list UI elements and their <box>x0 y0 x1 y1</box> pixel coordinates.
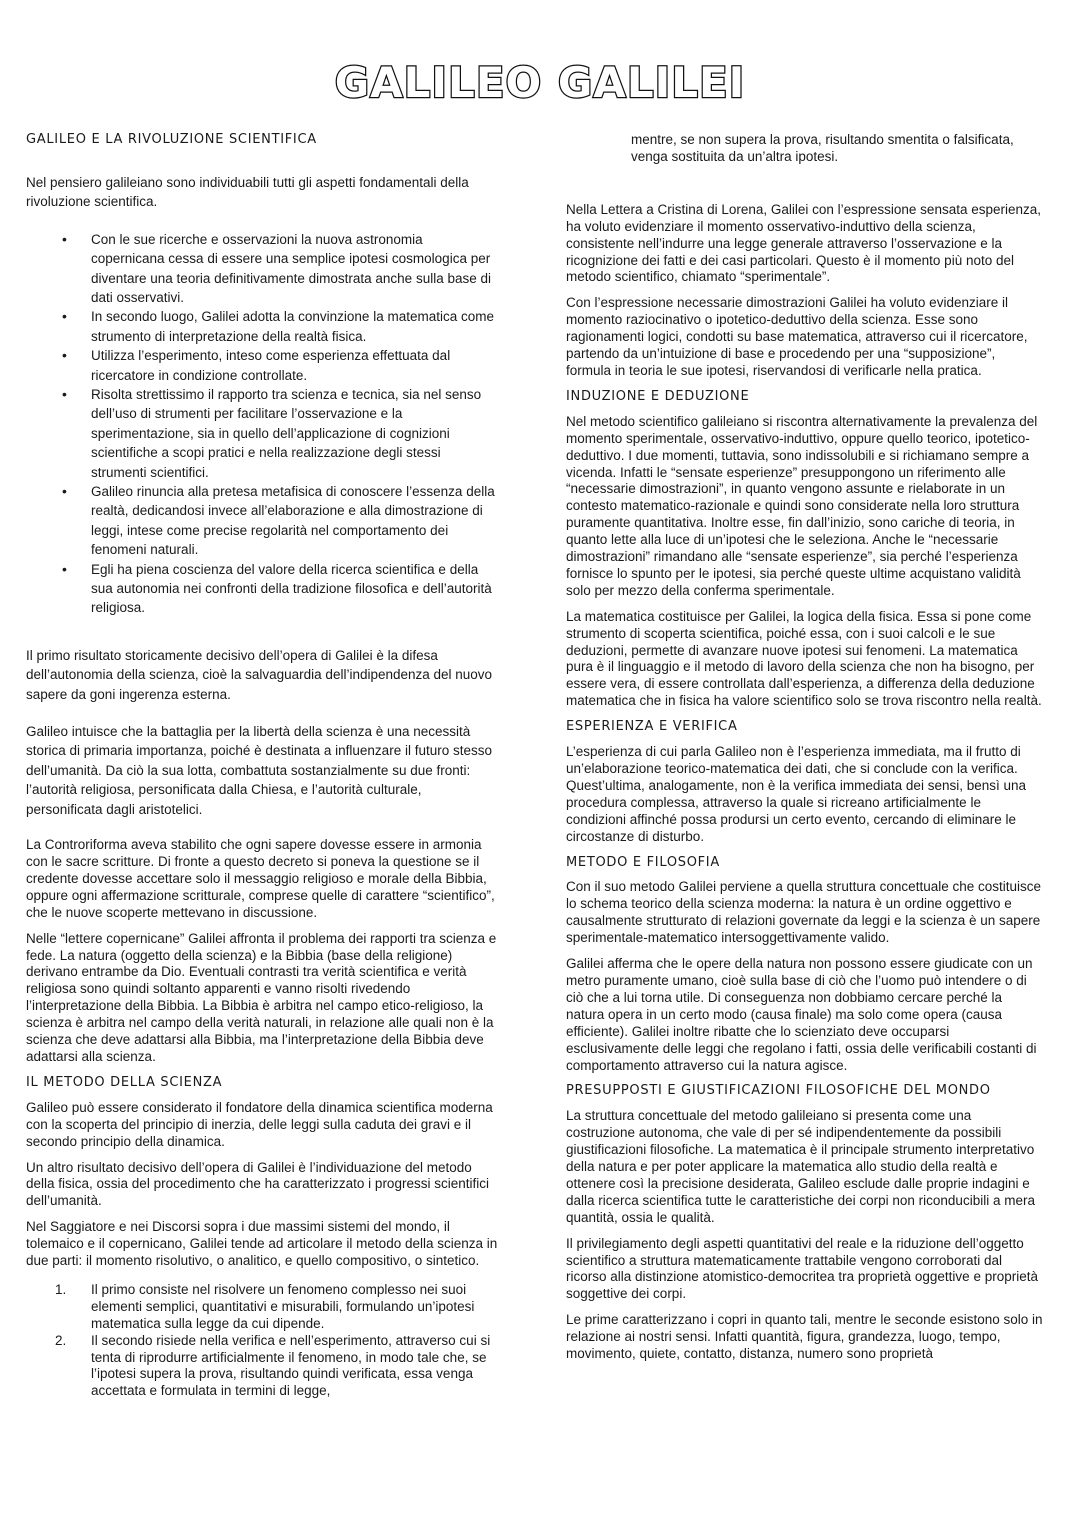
paragraph: Il privilegiamento degli aspetti quantitativi del reale e la riduzione dell’oggetto scientifico a struttura matematicamente trattabile vengono corroborati dal ricorso alla distinzione atomistico-democritea tra proprietà oggettive e proprietà soggettive dei corpi. <box>566 1235 1038 1302</box>
list-number: 2. <box>55 1332 67 1348</box>
paragraph: Nel pensiero galileiano sono individuabili tutti gli aspetti fondamentali della rivoluzione scientifica. <box>26 174 469 210</box>
section-heading: ESPERIENZA E VERIFICA <box>566 719 738 735</box>
paragraph: L’esperienza di cui parla Galileo non è l’esperienza immediata, ma il frutto di un’elaborazione teorico-matematica dei dati, che si conclude con la verifica. Quest’ultima, analogamente, non è la verifica immediata dei sensi, bensì una procedura complessa, attraverso la quale si ricreano artificialmente le condizioni affinché possa prodursi un certo evento, cercando di eliminare le circostanze di disturbo. <box>566 744 1027 844</box>
paragraph: Con l’espressione necessarie dimostrazioni Galilei ha voluto evidenziare il momento raziocinativo o ipotetico-deduttivo della scienza. Esse sono ragionamenti logici, condotti su base matematica, attraverso cui il ricercatore, partendo da un’intuizione di base e procedendo per una “supposizione”, formula in teoria le sue ipotesi, riservandosi di verificarle nella pratica. <box>566 295 1028 378</box>
paragraph: La matematica costituisce per Galilei, la logica della fisica. Essa si pone come strumento di scoperta scientifica, poiché essa, con i suoi calcoli e le sue deduzioni, permette di avanzare nuove ipotesi sui fenomeni. La matematica pura è il linguaggio e il metodo di lavoro della scienza che non ha bisogno, per essere vera, di essere controllata dall’esperienza, a differenza della deduzione matematica che in fisica ha valore scientifico solo se trova riscontro nella realtà. <box>566 608 1042 709</box>
section-heading: PRESUPPOSTI E GIUSTIFICAZIONI FILOSOFICHE DEL MONDO <box>566 1083 991 1099</box>
paragraph: Galileo può essere considerato il fondatore della dinamica scientifica moderna con la scoperta del principio di inerzia, delle leggi sulla caduta dei gravi e il secondo principio della dinamica. <box>26 1099 493 1149</box>
paragraph: Nel Saggiatore e nei Discorsi sopra i due massimi sistemi del mondo, il tolemaico e il copernicano, Galilei tende ad articolare il metodo della scienza in due parti: il momento risolutivo, o analitico, e quello compositivo, o sintetico. <box>26 1219 498 1269</box>
paragraph: La Controriforma aveva stabilito che ogni sapere dovesse essere in armonia con le sacre scritture. Di fronte a questo decreto si poneva la questione se il credente dovesse accettare solo il messaggio religioso e morale della Bibbia, oppure ogni affermazione scritturale, comprese quelle di carattere “scientifico”, che le nuove scoperte mettevano in discussione. <box>26 837 495 920</box>
numbered-list <box>26 1282 498 1400</box>
paragraph: Con il suo metodo Galilei perviene a quella struttura concettuale che costituisce lo schema teorico della scienza moderna: la natura è un ordine oggettivo e causalmente strutturato di relazioni governate da leggi e la scienza è un sapere sperimentale-matematico intersoggettivamente valido. <box>566 879 1042 946</box>
paragraph: Nel metodo scientifico galileiano si riscontra alternativamente la prevalenza del momento sperimentale, osservativo-induttivo, oppure quello teorico, ipotetico-deduttivo. I due momenti, tuttavia, sono indissolubili e si richiamano sempre a vicenda. Infatti le “sensate esperienze” presuppongono un riferimento alle “necessarie dimostrazioni”, in quanto vengono assunte e rielaborate in un contesto matematico-razionale e quindi sono considerate nella loro struttura puramente quantitativa. Inoltre esse, fin dall’inizio, sono cariche di teoria, in quanto lette alla luce di un’ipotesi che le seleziona. Anche le “necessarie dimostrazioni” rimandano alle “sensate esperienze”, sia perché l’esperienza fornisce lo spunto per le ipotesi, sia perché queste ultime acquistano validità solo per mezzo della conferma sperimentale. <box>566 413 1038 598</box>
section-heading: GALILEO E LA RIVOLUZIONE SCIENTIFICA <box>26 132 317 147</box>
paragraph: Un altro risultato decisivo dell’opera di Galilei è l’individuazione del metodo della fisica, ossia del procedimento che ha caratterizzato i progressi scientifici dell’umanità. <box>26 1159 489 1209</box>
list-item: • Con le sue ricerche e osservazioni la nuova astronomia copernicana cessa di essere una semplice ipotesi cosmologica per diventare una teoria definitivamente dimostrata anche sulla base di dati osservativi. <box>91 230 498 308</box>
paragraph: La struttura concettuale del metodo galileiano si presenta come una costruzione autonoma, che vale di per sé indipendentemente da possibili giustificazioni filosofiche. La matematica è il principale strumento interpretativo della natura e per poter applicare la matematica allo studio della realtà e ottenere così la precisione desiderata, Galileo esclude dalle proprie indagini e dalla ricerca scientifica tutte le caratteristiche dei corpi non riconducibili a mera quantità, ossia le qualità. <box>566 1108 1035 1225</box>
section-heading: METODO E FILOSOFIA <box>566 854 720 870</box>
left-column <box>26 132 498 1400</box>
list-text: Il secondo risiede nella verifica e nell’esperimento, attraverso cui si tenta di riprodurre artificialmente il fenomeno, in modo tale che, se l’ipotesi supera la prova, risultando quindi verificata, essa venga accettata e formulata in termini di legge, <box>91 1332 491 1399</box>
list-item: • Galileo rinuncia alla pretesa metafisica di conoscere l’essenza della realtà, dedicandosi invece all’elaborazione e alla dimostrazione di leggi, intese come precise regolarità nel comportamento dei fenomeni naturali. <box>91 482 498 560</box>
list-item <box>55 1332 498 1401</box>
page-title: GALILEO GALILEI <box>334 58 746 107</box>
list-item: • In secondo luogo, Galilei adotta la convinzione la matematica come strumento di interpretazione della realtà fisica. <box>91 307 498 346</box>
list-item: • Egli ha piena coscienza del valore della ricerca scientifica e della sua autonomia nei confronti della tradizione filosofica e dell’autorità religiosa. <box>91 560 498 618</box>
bullet-list <box>26 230 498 618</box>
list-item: • Utilizza l’esperimento, inteso come esperienza effettuata dal ricercatore in condizione controllate. <box>91 346 498 385</box>
paragraph: Galileo intuisce che la battaglia per la libertà della scienza è una necessità storica di primaria importanza, poiché è destinata a influenzare il futuro stesso dell’umanità. Da ciò la sua lotta, combattuta sostanzialmente su due fronti: l’autorità religiosa, personificata dalla Chiesa, e l’autorità culturale, personificata dagli aristotelici. <box>26 724 492 817</box>
paragraph: Nella Lettera a Cristina di Lorena, Galilei con l’espressione sensata esperienza, ha voluto evidenziare il momento osservativo-induttivo della scienza, consistente nell’indurre una legge generale attraverso l’osservazione e la ricognizione dei fatti e dei casi particolari. Questo è il momento più noto del metodo scientifico, chiamato “sperimentale”. <box>566 201 1042 285</box>
paragraph: Galilei afferma che le opere della natura non possono essere giudicate con un metro puramente umano, cioè sulla base di ciò che l’uomo può intendere o di ciò che a lui torna utile. Di conseguenza non dobbiamo cercare perché la natura opera in un certo modo (causa finale) ma solo come opera (causa efficiente). Galilei inoltre ribatte che lo scienziato deve occuparsi esclusivamente delle leggi che regolano i fatti, ossia delle verificabili costanti di comportamento attraverso cui la natura agisce. <box>566 956 1037 1073</box>
section-heading: IL METODO DELLA SCIENZA <box>26 1074 223 1090</box>
list-item: • Risolta strettissimo il rapporto tra scienza e tecnica, sia nel senso dell’uso di strumenti per facilitare l’osservazione e la sperimentazione, sia in quello dell’applicazione di cognizioni scientifiche a scopi pratici e nella realizzazione degli stessi strumenti scientifici. <box>91 385 498 482</box>
right-column <box>566 132 1044 1372</box>
section-heading: INDUZIONE E DEDUZIONE <box>566 388 750 404</box>
paragraph: Nelle “lettere copernicane” Galilei affronta il problema dei rapporti tra scienza e fede. La natura (oggetto della scienza) e la Bibbia (base della religione) derivano entrambe da Dio. Eventuali contrasti tra verità scientifica e verità religiosa sono quindi soltanto apparenti e vanno risolti rivedendo l’interpretazione della Bibbia. La Bibbia è arbitra nel campo etico-religioso, la scienza è arbitra nel campo della verità naturali, in relazione alle quali non è la scienza che deve adattarsi alla Bibbia, ma l’interpretazione della Bibbia deve adattarsi alla scienza. <box>26 930 497 1064</box>
list-item <box>55 1281 498 1333</box>
list-number: 1. <box>55 1281 67 1297</box>
paragraph: mentre, se non supera la prova, risultando smentita o falsificata, venga sostituita da un’altra ipotesi. <box>631 132 1014 164</box>
list-text: Il primo consiste nel risolvere un fenomeno complesso nei suoi elementi semplici, quantitativi e misurabili, formulando un’ipotesi matematica sulla legge da cui dipende. <box>91 1281 475 1331</box>
paragraph: Il primo risultato storicamente decisivo dell’opera di Galilei è la difesa dell’autonomia della scienza, cioè la salvaguardia dell’indipendenza del nuovo sapere da goni ingerenza esterna. <box>26 647 493 702</box>
paragraph: Le prime caratterizzano i copri in quanto tali, mentre le seconde esistono solo in relazione ai nostri sensi. Infatti quantità, figura, grandezza, luogo, tempo, movimento, quiete, contatto, distanza, numero sono proprietà <box>566 1312 1043 1362</box>
